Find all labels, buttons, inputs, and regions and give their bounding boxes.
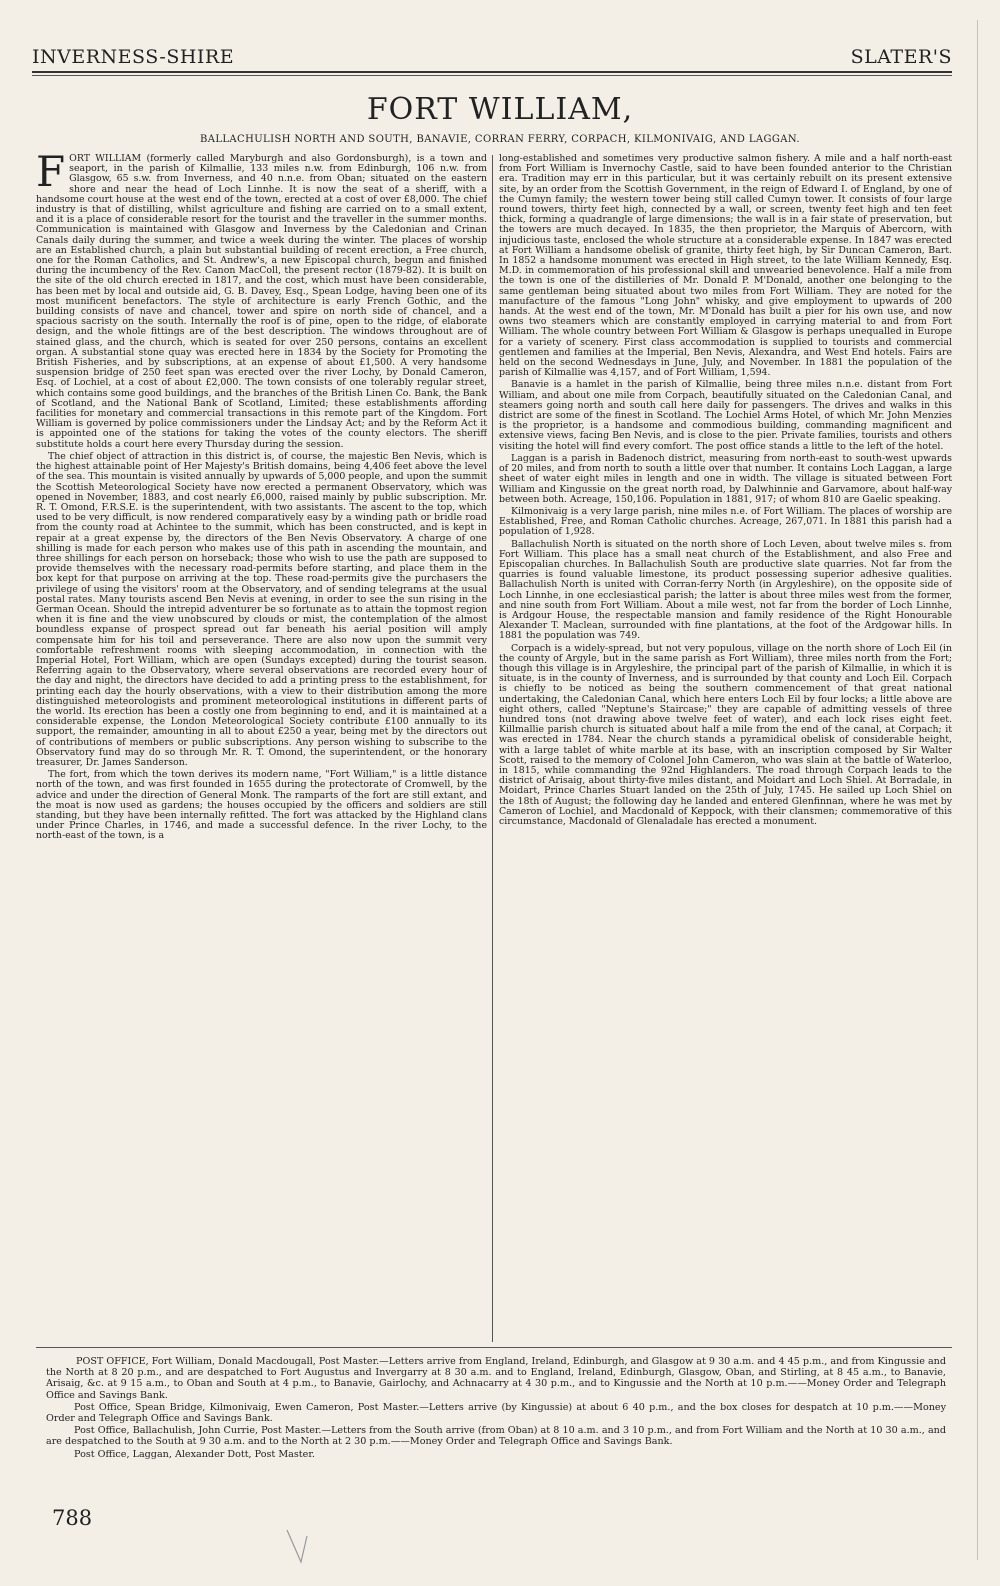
section-title: FORT WILLIAM, [366, 92, 634, 127]
paragraph-corpach: Corpach is a widely-spread, but not very populous, village on the north shore of Loch Eil (in the county of Argyle, but in the same parish as Fort William), three miles north from the Fort; though this village is in Argyleshire, the principal part of the parish of Kilmallie, in which it is situate, is in the county of Inverness, and is surrounded by that county and Loch Eil. Corpach is chiefly to be noticed as being the southern commencement of that great national undertaking, the Caledonian Canal, which here enters Loch Eil by four locks; a little above are eight others, called "Neptune's Staircase;" they are capable of admitting vessels of three hundred tons (not drawing above twelve feet of water), and each lock rises eight feet. Killmallie parish church is situated about half a mile from the end of the canal, at Corpach; it was erected in 1784. Near the church stands a pyramidical obelisk of considerable height, with a large tablet of white marble at its base, with an inscription composed by Sir Walter Scott, raised to the memory of Colonel John Cameron, who was slain at the battle of Waterloo, in 1815, while commanding the 92nd Highlanders. The road through Corpach leads to the district of Arisaig, about thirty-five miles distant, and Moidart and Loch Shiel. At Borradale, in Moidart, Prince Charles Stuart landed on the 25th of July, 1745. He sailed up Loch Shiel on the 18th of August; the following day he landed and entered Glenfinnan, where he was met by Cameron of Lochiel, and Macdonald of Keppock, with their clansmen; commemorative of this circumstance, Macdonald of Glenaladale has erected a monument. [499, 642, 952, 827]
columns-bottom-rule [36, 1347, 952, 1348]
paragraph: The fort, from which the town derives its modern name, "Fort William," is a little distance north of the town, and was first founded in 1655 during the protectorate of Cromwell, by the advice and under the direction of General Monk. The ramparts of the fort are still extant, and the moat is now used as gardens; the houses occupied by the officers and soldiers are still standing, but they have been internally refitted. The fort was attacked by the Highland clans under Prince Charles, in 1746, and made a successful defence. In the river Lochy, to the north-east of the town, is a [36, 769, 487, 842]
paragraph: long-established and sometimes very productive salmon fishery. A mile and a half north-east from Fort William is Invernochy Castle, said to have been founded anterior to the Christian era. Tradition may err in this particular, but it was certainly rebuilt on its present extensive site, by an order from the Scottish Government, in the reign of Edward I. of England, by one of the Cumyn family; the western tower being still called Cumyn tower. It consists of four large round towers, thirty feet high, connected by a wall, or screen, twenty feet high and ten feet thick, forming a quadrangle of large dimensions; the wall is in a fair state of preservation, but the towers are much decayed. In 1835, the then proprietor, the Marquis of Abercorn, with injudicious taste, enclosed the whole structure at a considerable expense. In 1847 was erected at Fort William a handsome obelisk of granite, thirty feet high, by Sir Duncan Cameron, Bart. In 1852 a handsome monument was erected in High street, to the late William Kennedy, Esq. M.D. in commemoration of his professional skill and unwearied benevolence. Half a mile from the town is one of the distilleries of Mr. Donald P. M'Donald, another one belonging to the same gentleman being situated about two miles from Fort William. They are noted for the manufacture of the famous "Long John" whisky, and give employment to upwards of 200 hands. At the west end of the town, Mr. M'Donald has built a pier for his own use, and now owns two steamers which are constantly employed in carrying material to and from Fort William. The whole country between Fort William & Glasgow is perhaps unequalled in Europe for a variety of scenery. First class accommodation is supplied to tourists and commercial gentlemen and families at the Imperial, Ben Nevis, Alexandra, and West End hotels. Fairs are held on the second Wednesdays in June, July, and November. In 1881 the population of the parish of Kilmallie was 4,157, and of Fort William, 1,594. [499, 154, 952, 379]
drop-cap: F [36, 154, 66, 196]
paragraph-banavie: Banavie is a hamlet in the parish of Kilmallie, being three miles n.n.e. distant from Fort William, and about one mile from Corpach, beautifully situated on the Caledonian Canal, and steamers going north and south call here daily for passengers. The drives and walks in this district are some of the finest in Scotland. The Lochiel Arms Hotel, of which Mr. John Menzies is the proprietor, is a handsome and commodious building, commanding magnificent and extensive views, facing Ben Nevis, and is close to the pier. Private families, tourists and others visiting the hotel will find every comfort. The post office stands a little to the left of the hotel. [499, 379, 952, 452]
post-office-entry: Post Office, Ballachulish, John Currie, Post Master.—Letters from the South arrive (from Oban) at 8 10 a.m. and 3 10 p.m., and from Fort William and the North at 10 30 a.m., and are despatched to the South at 9 30 a.m. and to the North at 2 30 p.m.——Money Order and Telegraph Office and Savings Bank. [46, 1425, 946, 1448]
paragraph-kilmonivaig: Kilmonivaig is a very large parish, nine miles n.e. of Fort William. The places of worship are Established, Free, and Roman Catholic churches. Acreage, 267,071. In 1881 this parish had a population of 1,928. [499, 505, 952, 538]
page-number: 788 [52, 1506, 93, 1530]
post-office-section [46, 1356, 946, 1461]
section-subtitle: BALLACHULISH NORTH AND SOUTH, BANAVIE, CORRAN FERRY, CORPACH, KILMONIVAIG, AND LAGGAN. [199, 134, 801, 145]
pencil-tick-mark-icon [283, 1526, 323, 1566]
column-divider [492, 155, 493, 1342]
right-column [499, 154, 952, 1344]
post-office-entry: Post Office, Spean Bridge, Kilmonivaig, Ewen Cameron, Post Master.—Letters arrive (by Kingussie) at about 6 40 p.m., and the box closes for despatch at 10 p.m.——Money Order and Telegraph Office and Savings Bank. [46, 1401, 946, 1425]
paragraph [36, 154, 487, 450]
header-rule-thin [32, 75, 952, 76]
header-publisher: SLATER'S [850, 46, 952, 68]
left-column [36, 154, 487, 1344]
paragraph-ballachulish: Ballachulish North is situated on the north shore of Loch Leven, about twelve miles s. from Fort William. This place has a small neat church of the Establishment, and also Free and Episcopalian churches. In Ballachulish South are productive slate quarries. Not far from the quarries is found valuable limestone, its product possessing superior adhesive qualities. Ballachulish North is united with Corran-ferry North (in Argyleshire), on the opposite side of Loch Linnhe, in one ecclesiastical parish; the latter is about three miles west from the former, and nine south from Fort William. About a mile west, not far from the border of Loch Linnhe, is Ardgour House, the respectable mansion and family residence of the Right Honourable Alexander T. Maclean, surrounded with fine plantations, at the foot of the Ardgowar hills. In 1881 the population was 749. [499, 538, 952, 642]
paragraph: The chief object of attraction in this district is, of course, the majestic Ben Nevis, which is the highest attainable point of Her Majesty's British domains, being 4,406 feet above the level of the sea. This mountain is visited annually by upwards of 5,000 people, and upon the summit the Scottish Meteorological Society have now erected a permanent Observatory, which was opened in November, 1883, and cost nearly £6,000, raised mainly by public subscription. Mr. R. T. Omond, F.R.S.E. is the superintendent, with two assistants. The ascent to the top, which used to be very difficult, is now rendered comparatively easy by a winding path or bridle road from the county road at Achintee to the summit, which has been constructed, and is kept in repair at a great expense by, the directors of the Ben Nevis Observatory. A charge of one shilling is made for each person who makes use of this path in ascending the mountain, and three shillings for each person on horseback; those who wish to use the path are supposed to provide themselves with the necessary road-permits before starting, and place them in the box kept for that purpose on arriving at the top. These road-permits give the purchasers the privilege of using the visitors' room at the Observatory, and of sending telegrams at the usual postal rates. Many tourists ascend Ben Nevis at evening, in order to see the sun rising in the German Ocean. Should the intrepid adventurer be so fortunate as to attain the topmost region when it is fine and the view unobscured by clouds or mist, the contemplation of the almost boundless expanse of prospect spread out far beneath his aerial position will amply compensate him for his toil and perseverance. There are also now upon the summit very comfortable refreshment rooms with sleeping accommodation, in connection with the Imperial Hotel, Fort William, which are open (Sundays excepted) during the tourist season. Referring again to the Observatory, where several observations are recorded every hour of the day and night, the directors have decided to add a printing press to the establishment, for printing each day the hourly observations, with a view to their distribution among the more distinguished meteorologists and prominent meteorological institutions in different parts of the world. Its erection has been a costly one from beginning to end, and it is maintained at a considerable expense, the London Meteorological Society contribute £100 annually to its support, the remainder, amounting in all to about £250 a year, being met by the directors out of contributions of members or public subscriptions. Any person wishing to subscribe to the Observatory fund may do so through Mr. R. T. Omond, the superintendent, or the honorary treasurer, Dr. James Sanderson. [36, 450, 487, 768]
running-head [32, 46, 952, 68]
page-edge [977, 20, 978, 1560]
header-county: INVERNESS-SHIRE [32, 46, 235, 68]
paragraph-laggan: Laggan is a parish in Badenoch district, measuring from north-east to south-west upwards of 20 miles, and from north to south a little over that number. It contains Loch Laggan, a large sheet of water eight miles in length and one in width. The village is situated between Fort William and Kingussie on the great north road, by Dalwhinnie and Garvamore, about half-way between both. Acreage, 150,106. Population in 1881, 917; of whom 810 are Gaelic speaking. [499, 452, 952, 505]
post-office-entry: POST OFFICE, Fort William, Donald Macdougall, Post Master.—Letters arrive from England, Ireland, Edinburgh, and Glasgow at 9 30 a.m. and 4 45 p.m., and from Kingussie and the North at 8 20 p.m., and are despatched to Fort Augustus and Invergarry at 8 30 a.m. and to England, Ireland, Edinburgh, Glasgow, Oban, and Stirling, at 8 45 a.m., to Banavie, Arisaig, &c. at 9 15 a.m., to Oban and South at 4 p.m., to Banavie, Gairlochy, and Achnacarry at 4 30 p.m., and to Kingussie and the North at 10 p.m.——Money Order and Telegraph Office and Savings Bank. [46, 1356, 946, 1401]
post-office-entry: Post Office, Laggan, Alexander Dott, Post Master. [74, 1448, 315, 1460]
header-rule [32, 71, 952, 73]
paragraph-text: ORT WILLIAM (formerly called Maryburgh and also Gordonsburgh), is a town and seaport, in the parish of Kilmallie, 133 miles n.w. from Edinburgh, 106 n.w. from Glasgow, 65 s.w. from Inverness, and 40 n.n.e. from Oban; situated on the eastern shore and near the head of Loch Linnhe. It is now the seat of a sheriff, with a handsome court house at the west end of the town, erected at a cost of over £8,000. The chief industry is that of distilling, whilst agriculture and fishing are carried on to a small extent, and it is a place of considerable resort for the tourist and the traveller in the summer months. Communication is maintained with Glasgow and Inverness by the Caledonian and Crinan Canals daily during the summer, and twice a week during the winter. The places of worship are an Established church, a plain but substantial building of recent erection, a Free church, one for the Roman Catholics, and St. Andrew's, a new Episcopal church, begun and finished during the incumbency of the Rev. Canon MacColl, the present rector (1879-82). It is built on the site of the old church erected in 1817, and the cost, which must have been considerable, has been met by local and outside aid, G. B. Davey, Esq., Spean Lodge, having been one of its most munificent benefactors. The style of architecture is early French Gothic, and the building consists of nave and chancel, tower and spire on north side of chancel, and a spacious sacristy on the south. Internally the roof is of pine, open to the ridge, of elaborate design, and the whole fittings are of the best description. The windows throughout are of stained glass, and the church, which is seated for over 250 persons, contains an excellent organ. A substantial stone quay was erected here in 1834 by the Society for Promoting the British Fisheries, and by subscriptions, at an expense of about £1,500. A very handsome suspension bridge of 250 feet span was erected over the river Lochy, by Donald Cameron, Esq. of Lochiel, at a cost of about £2,000. The town consists of one tolerably regular street, which contains some good buildings, and the branches of the British Linen Co. Bank, the Bank of Scotland, and the National Bank of Scotland, Limited; these establishments affording facilities for monetary and commercial transactions in this remote part of the Kingdom. Fort William is governed by police commissioners under the Lindsay Act; and by the Reform Act it is appointed one of the stations for taking the votes of the county electors. The sheriff substitute holds a court here every Thursday during the session. [36, 154, 487, 450]
